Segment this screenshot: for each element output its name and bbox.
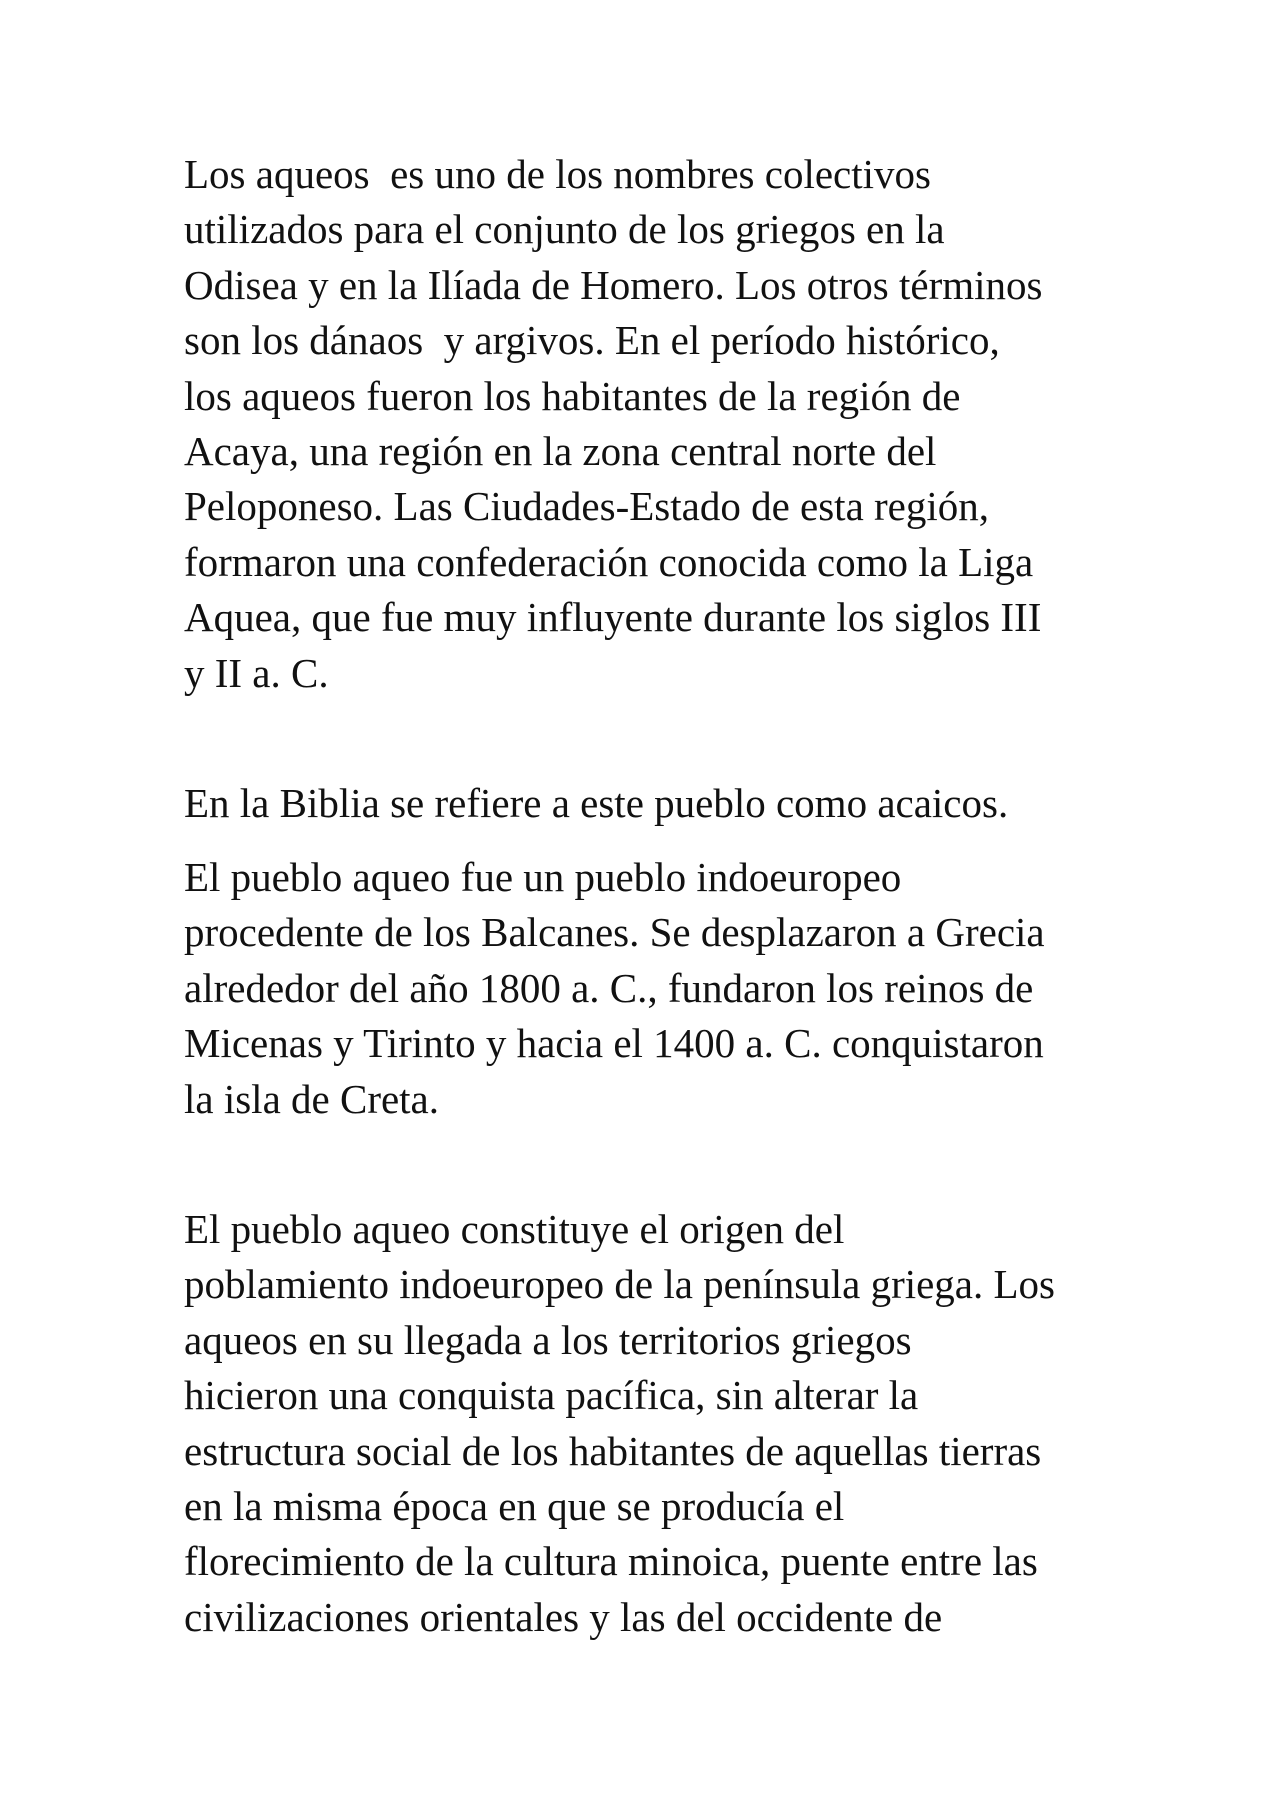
text-line: procedente de los Balcanes. Se desplazaron a Grecia [184, 909, 1045, 956]
paragraph-settlement [184, 1202, 1124, 1645]
text-line: aqueos en su llegada a los territorios griegos [184, 1316, 912, 1363]
text-line: hicieron una conquista pacífica, sin alterar la [184, 1372, 919, 1419]
text-line: utilizados para el conjunto de los griegos en la [184, 206, 945, 253]
text-line: Los aqueos es uno de los nombres colectivos [184, 151, 931, 197]
text-line: poblamiento indoeuropeo de la península griega. Los [184, 1261, 1056, 1308]
text-line: la isla de Creta. [184, 1075, 440, 1122]
text-line: El pueblo aqueo fue un pueblo indoeuropeo [184, 854, 902, 900]
text-line: Aquea, que fue muy influyente durante los siglos III [184, 594, 1042, 641]
paragraph-origin [184, 850, 1124, 1127]
text-line: civilizaciones orientales y las del occidente de [184, 1593, 943, 1640]
text-line: Peloponeso. Las Ciudades-Estado de esta región, [184, 483, 990, 530]
text-line: florecimiento de la cultura minoica, puente entre las [184, 1538, 1038, 1585]
text-line: Micenas y Tirinto y hacia el 1400 a. C. conquistaron [184, 1020, 1044, 1067]
text-line: En la Biblia se refiere a este pueblo como acaicos. [184, 780, 1009, 826]
text-line: formaron una confederación conocida como la Liga [184, 538, 1034, 585]
paragraph-bible-reference [184, 776, 1124, 831]
text-line: y II a. C. [184, 649, 329, 696]
text-line: son los dánaos y argivos. En el período histórico, [184, 317, 1000, 364]
text-line: El pueblo aqueo constituye el origen del [184, 1206, 845, 1252]
text-line: Acaya, una región en la zona central norte del [184, 428, 937, 475]
paragraph-achaeans-intro [184, 147, 1124, 701]
text-line: alrededor del año 1800 a. C., fundaron los reinos de [184, 964, 1034, 1011]
text-line: estructura social de los habitantes de aquellas tierras [184, 1427, 1042, 1474]
text-line: en la misma época en que se producía el [184, 1483, 845, 1530]
text-line: Odisea y en la Ilíada de Homero. Los otros términos [184, 261, 1043, 308]
text-line: los aqueos fueron los habitantes de la región de [184, 372, 961, 419]
